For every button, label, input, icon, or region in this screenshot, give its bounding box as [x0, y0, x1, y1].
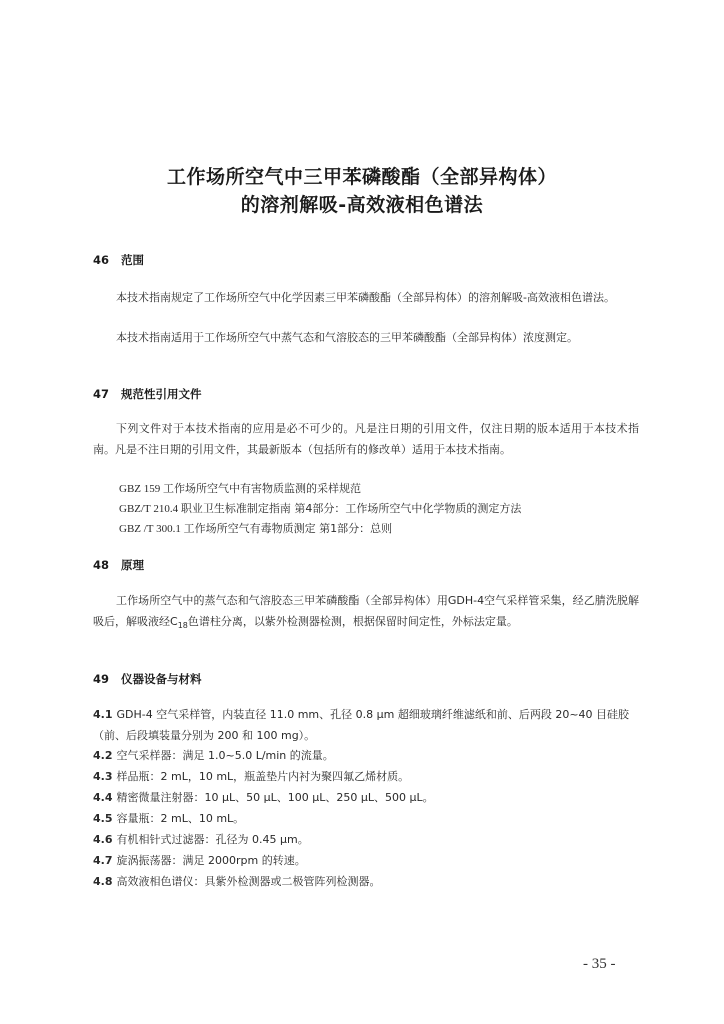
- section-46-paragraph-2: 本技术指南适用于工作场所空气中蒸气态和气溶胶态的三甲苯磷酸酯（全部异构体）浓度测定。: [116, 331, 578, 344]
- section-46-title: 范围: [121, 253, 144, 267]
- material-item: 4.8 高效液相色谱仪：具紫外检测器或二极管阵列检测器。: [93, 875, 381, 888]
- document-title-line2: 的溶剂解吸-高效液相色谱法: [240, 194, 484, 216]
- section-47-paragraph: 下列文件对于本技术指南的应用是必不可少的。凡是注日期的引用文件，仅注日期的版本适用于本技术指南。凡是不注日期的引用文件，其最新版本（包括所有的修改单）适用于本技术指南。: [93, 422, 639, 456]
- section-48-title: 原理: [121, 558, 144, 572]
- reference-item: [119, 480, 361, 496]
- section-47-heading: [93, 386, 202, 402]
- material-item: 4.1 GDH-4 空气采样管，内装直径 11.0 mm、孔径 0.8 μm 超细玻璃纤维滤纸和前、后两段 20~40 目硅胶（前、后段填装量分别为 200 和 100 mg）。: [93, 708, 630, 742]
- reference-code: GBZ/T 210.4: [119, 503, 179, 515]
- material-item: 4.2 空气采样器：满足 1.0~5.0 L/min 的流量。: [93, 749, 334, 762]
- reference-item: [119, 500, 521, 516]
- section-49-heading: [93, 671, 202, 687]
- section-48-number: 48: [93, 558, 110, 572]
- section-46-number: 46: [93, 253, 110, 267]
- material-item: 4.6 有机相针式过滤器：孔径为 0.45 μm。: [93, 833, 309, 846]
- reference-item: [119, 520, 392, 536]
- reference-code: GBZ 159: [119, 483, 161, 495]
- section-47-title: 规范性引用文件: [121, 387, 202, 401]
- section-49-title: 仪器设备与材料: [121, 672, 202, 686]
- material-item: 4.5 容量瓶：2 mL、10 mL。: [93, 812, 245, 825]
- section-46-heading: [93, 252, 144, 268]
- reference-code: GBZ /T 300.1: [119, 523, 181, 535]
- material-item: 4.7 旋涡振荡器：满足 2000rpm 的转速。: [93, 854, 306, 867]
- material-item: 4.4 精密微量注射器：10 μL、50 μL、100 μL、250 μL、500 μL。: [93, 791, 434, 804]
- material-item: 4.3 样品瓶：2 mL，10 mL，瓶盖垫片内衬为聚四氟乙烯材质。: [93, 770, 410, 783]
- document-title-line1: 工作场所空气中三甲苯磷酸酯（全部异构体）: [166, 166, 557, 188]
- section-46-paragraph-1: 本技术指南规定了工作场所空气中化学因素三甲苯磷酸酯（全部异构体）的溶剂解吸-高效液相色谱法。: [116, 291, 615, 304]
- section-48-heading: [93, 557, 144, 573]
- section-49-number: 49: [93, 672, 110, 686]
- section-47-number: 47: [93, 387, 110, 401]
- reference-title: 职业卫生标准制定指南 第4部分：工作场所空气中化学物质的测定方法: [180, 502, 522, 515]
- section-48-paragraph: 工作场所空气中的蒸气态和气溶胶态三甲苯磷酸酯（全部异构体）用GDH-4空气采样管采集，经乙腈洗脱解吸后，解吸液经$C_{18}$色谱柱分离，以紫外检测器检测，根据保留时间定性，外标法定量。: [93, 594, 639, 630]
- reference-title: 工作场所空气中有害物质监测的采样规范: [163, 482, 361, 495]
- reference-title: 工作场所空气有毒物质测定 第1部分：总则: [183, 522, 393, 535]
- page-number: - 35 -: [583, 956, 616, 972]
